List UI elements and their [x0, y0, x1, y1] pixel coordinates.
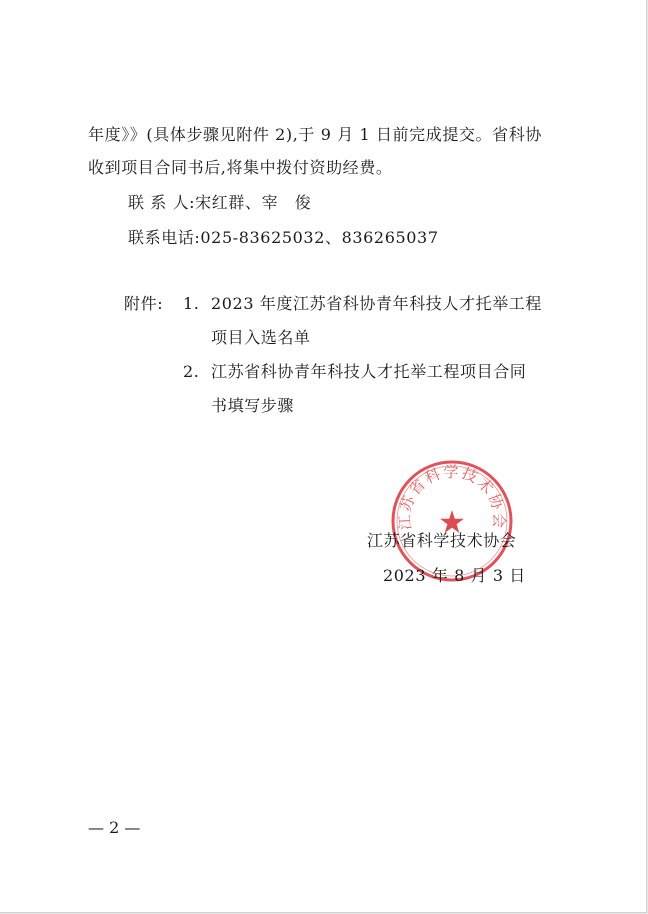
attachment-1-title-line-2: 项目入选名单 [211, 328, 311, 347]
signature-date: 2023 年 8 月 3 日 [383, 566, 526, 585]
body-line-2: 收到项目合同书后,将集中拨付资助经费。 [88, 158, 393, 177]
seal-text: 江苏省科学技术协会 [395, 462, 509, 531]
body-line-1: 年度》》(具体步骤见附件 2),于 9 月 1 日前完成提交。省科协 [88, 125, 542, 144]
signature-organization: 江苏省科学技术协会 [367, 531, 517, 550]
contact-person-label: 联 系 人: [128, 193, 196, 212]
contact-phone-value: 025-83625032、836265037 [200, 228, 439, 247]
page-number: — 2 — [88, 818, 141, 837]
contact-phone [128, 228, 439, 248]
attachment-1-title-line-1: 2023 年度江苏省科协青年科技人才托举工程 [211, 294, 543, 313]
seal-star-icon [440, 510, 464, 533]
contact-phone-label: 联系电话: [128, 228, 201, 247]
attachments-label: 附件: [124, 294, 164, 313]
attachment-2-title-line-2: 书填写步骤 [211, 396, 295, 415]
contact-person [128, 193, 311, 213]
contact-person-value: 宋红群、宰 俊 [195, 193, 312, 212]
attachment-2-title-line-1: 江苏省科协青年科技人才托举工程项目合同 [211, 362, 527, 381]
attachment-2-number: 2. [183, 362, 200, 381]
attachment-1-number: 1. [183, 294, 200, 313]
